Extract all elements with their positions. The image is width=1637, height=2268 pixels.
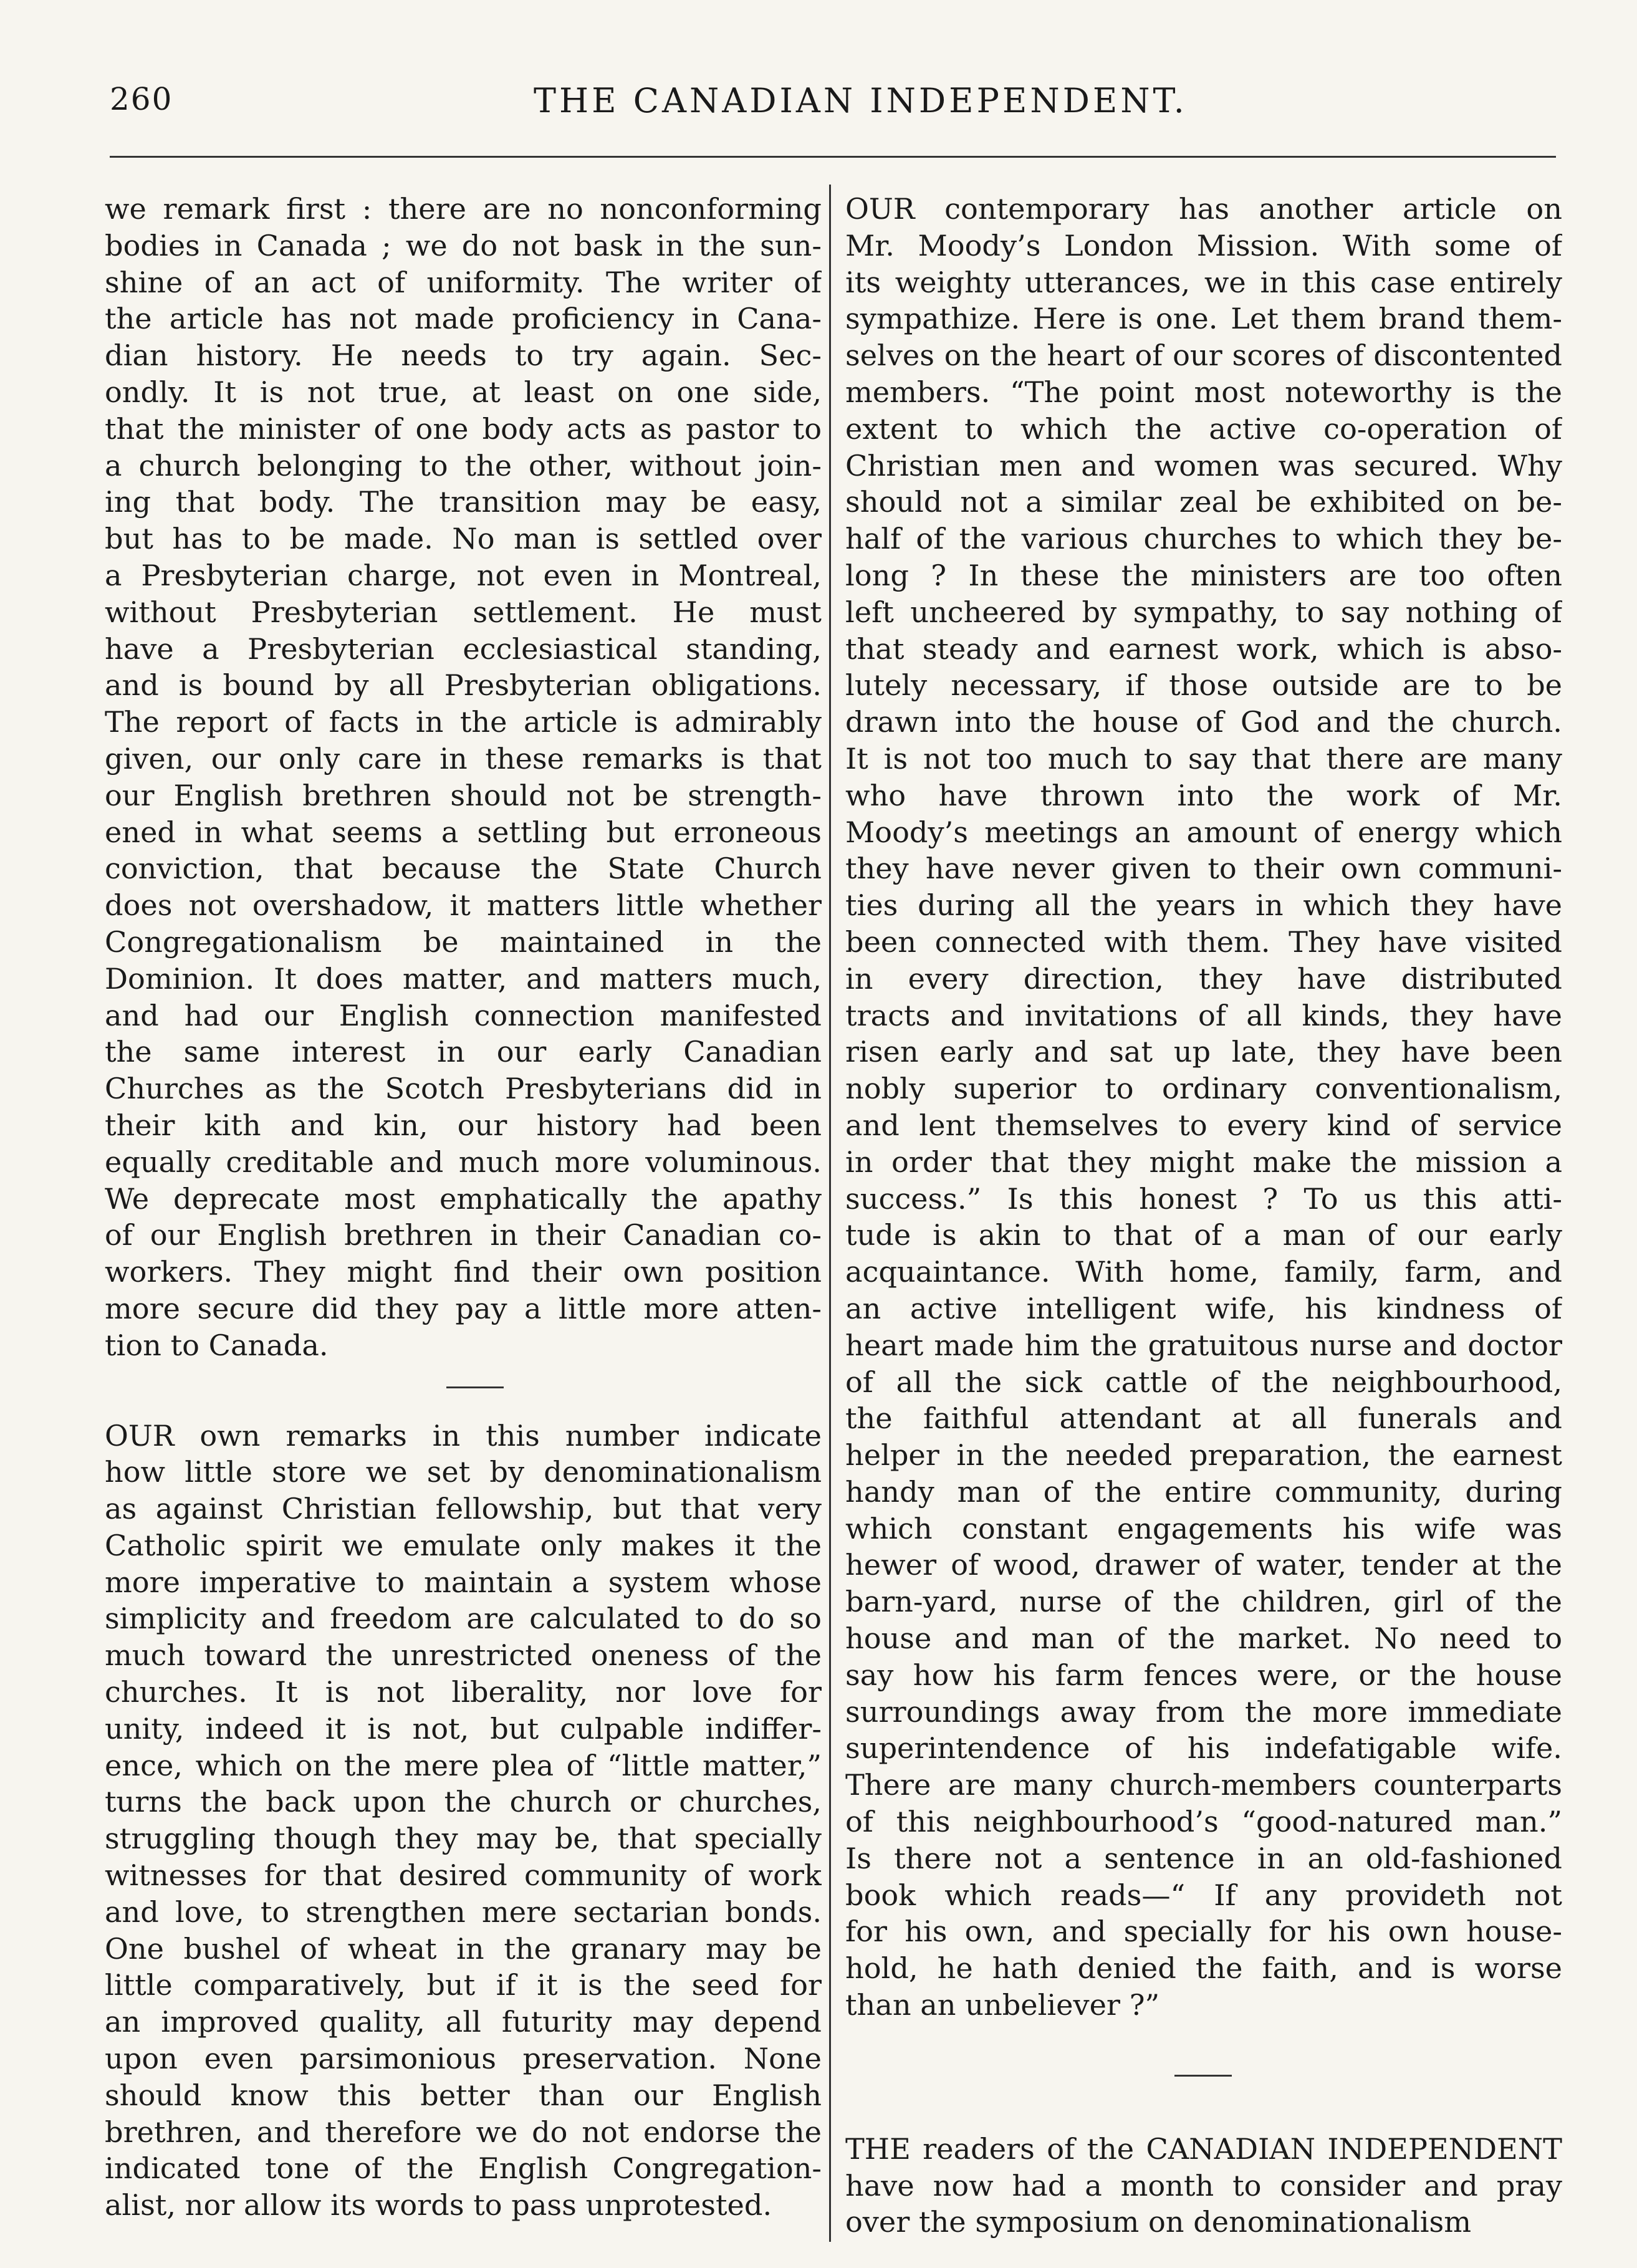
text-line: Christian men and women was secured. Why <box>845 448 1562 483</box>
text-line: over the symposium on denominationalism <box>845 2205 1471 2239</box>
text-line: and is bound by all Presbyterian obligations. <box>105 668 822 703</box>
text-line: of our English brethren in their Canadian co- <box>105 1218 822 1252</box>
text-line: but has to be made. No man is settled over <box>105 522 822 556</box>
right-section-gap <box>845 2024 1562 2131</box>
text-line: indicated tone of the English Congregation- <box>105 2151 822 2186</box>
text-line: Churches as the Scotch Presbyterians did in <box>105 1072 822 1106</box>
text-line: in order that they might make the mission a <box>845 1145 1562 1179</box>
text-line: OUR contemporary has another article on <box>845 192 1562 226</box>
text-line: book which reads—“ If any provideth not <box>845 1878 1562 1912</box>
text-line: should not a similar zeal be exhibited on be- <box>845 485 1562 519</box>
text-line: without Presbyterian settlement. He must <box>105 595 822 629</box>
text-line: Catholic spirit we emulate only makes it the <box>105 1528 822 1562</box>
text-line: barn-yard, nurse of the children, girl of the <box>845 1585 1562 1619</box>
text-line: of all the sick cattle of the neighbourhood, <box>845 1365 1562 1399</box>
text-line: of this neighbourhood’s “good-natured man.” <box>845 1805 1562 1839</box>
text-line: simplicity and freedom are calculated to do so <box>105 1602 822 1636</box>
section-separator <box>446 1386 504 1388</box>
text-line: lutely necessary, if those outside are to be <box>845 668 1562 703</box>
text-line: how little store we set by denominationalism <box>105 1455 822 1489</box>
text-line: nobly superior to ordinary conventionalism, <box>845 1072 1562 1106</box>
text-line: brethren, and therefore we do not endorse the <box>105 2115 822 2149</box>
text-line: does not overshadow, it matters little whether <box>105 888 822 923</box>
text-line: bodies in Canada ; we do not bask in the sun- <box>105 228 822 262</box>
text-line: they have never given to their own communi- <box>845 852 1562 886</box>
text-line: upon even parsimonious preservation. None <box>105 2042 822 2076</box>
text-line: and lent themselves to every kind of service <box>845 1108 1562 1142</box>
text-line: an active intelligent wife, his kindness of <box>845 1291 1562 1325</box>
text-line: Dominion. It does matter, and matters much, <box>105 961 822 996</box>
text-line: have now had a month to consider and pray <box>845 2168 1562 2203</box>
text-line: members. “The point most noteworthy is the <box>845 375 1562 409</box>
text-line: their kith and kin, our history had been <box>105 1108 822 1142</box>
right-paragraph-1 <box>845 191 1562 2024</box>
text-line: heart made him the gratuitous nurse and doctor <box>845 1328 1562 1362</box>
text-line: we remark first : there are no nonconforming <box>105 192 822 226</box>
text-line: hewer of wood, drawer of water, tender at the <box>845 1548 1562 1582</box>
text-line: selves on the heart of our scores of discontented <box>845 339 1562 373</box>
right-column <box>845 191 1562 2241</box>
text-line: half of the various churches to which they be- <box>845 522 1562 556</box>
text-line: a church belonging to the other, without join- <box>105 448 822 483</box>
text-line: tion to Canada. <box>105 1328 329 1362</box>
text-line: drawn into the house of God and the church. <box>845 705 1562 739</box>
text-line: ence, which on the mere plea of “little matter,” <box>105 1748 822 1782</box>
section-separator <box>1174 2075 1232 2077</box>
text-line: who have thrown into the work of Mr. <box>845 778 1562 812</box>
left-paragraph-1 <box>105 191 822 1364</box>
text-line: an improved quality, all futurity may depend <box>105 2005 822 2039</box>
text-line: ondly. It is not true, at least on one side, <box>105 375 822 409</box>
text-line: One bushel of wheat in the granary may be <box>105 1931 822 1966</box>
text-line: witnesses for that desired community of work <box>105 1858 822 1893</box>
text-line: We deprecate most emphatically the apathy <box>105 1181 822 1216</box>
text-line: our English brethren should not be strength- <box>105 778 822 812</box>
text-line: in every direction, they have distributed <box>845 961 1562 996</box>
text-line: struggling though they may be, that specially <box>105 1822 822 1856</box>
page-header <box>110 81 1575 137</box>
text-line: helper in the needed preparation, the earnest <box>845 1438 1562 1473</box>
text-line: equally creditable and much more voluminous. <box>105 1145 822 1179</box>
text-line: tude is akin to that of a man of our early <box>845 1218 1562 1252</box>
text-line: shine of an act of uniformity. The writer of <box>105 265 822 299</box>
text-line: the same interest in our early Canadian <box>105 1035 822 1069</box>
text-line: been connected with them. They have visited <box>845 925 1562 959</box>
text-line: much toward the unrestricted oneness of the <box>105 1638 822 1673</box>
text-line: handy man of the entire community, during <box>845 1474 1562 1509</box>
text-line: The report of facts in the article is admirably <box>105 705 822 739</box>
text-line: ties during all the years in which they have <box>845 888 1562 923</box>
text-line: a Presbyterian charge, not even in Montreal, <box>105 558 822 592</box>
text-line: alist, nor allow its words to pass unprotested. <box>105 2188 772 2222</box>
header-rule <box>110 156 1556 158</box>
text-line: given, our only care in these remarks is that <box>105 741 822 776</box>
text-line: superintendence of his indefatigable wife. <box>845 1731 1562 1766</box>
text-line: OUR own remarks in this number indicate <box>105 1418 822 1453</box>
text-line: more imperative to maintain a system whose <box>105 1565 822 1599</box>
right-paragraph-2 <box>845 2131 1562 2241</box>
text-line: dian history. He needs to try again. Sec- <box>105 339 822 373</box>
text-line: ing that body. The transition may be easy, <box>105 485 822 519</box>
text-line: success.” Is this honest ? To us this atti- <box>845 1181 1562 1216</box>
text-line: Is there not a sentence in an old-fashioned <box>845 1841 1562 1875</box>
text-line: than an unbeliever ?” <box>845 1988 1160 2022</box>
text-line: hold, he hath denied the faith, and is worse <box>845 1951 1562 1986</box>
text-line: There are many church-members counterparts <box>845 1768 1562 1802</box>
text-line: as against Christian fellowship, but that very <box>105 1492 822 1526</box>
text-line: Congregationalism be maintained in the <box>105 925 822 959</box>
left-paragraph-2 <box>105 1418 822 2224</box>
text-line: which constant engagements his wife was <box>845 1511 1562 1545</box>
text-line: left uncheered by sympathy, to say nothing of <box>845 595 1562 629</box>
text-line: its weighty utterances, we in this case entirely <box>845 265 1562 299</box>
text-line: Mr. Moody’s London Mission. With some of <box>845 228 1562 262</box>
text-line: churches. It is not liberality, nor love for <box>105 1675 822 1709</box>
left-section-gap <box>105 1364 822 1418</box>
text-line: that the minister of one body acts as pastor to <box>105 411 822 446</box>
text-line: unity, indeed it is not, but culpable indiffer- <box>105 1711 822 1746</box>
page-number: 260 <box>110 81 173 117</box>
text-line: workers. They might find their own position <box>105 1255 822 1289</box>
text-line: more secure did they pay a little more atten- <box>105 1291 822 1325</box>
text-line: sympathize. Here is one. Let them brand them- <box>845 302 1562 336</box>
text-line: the faithful attendant at all funerals and <box>845 1401 1562 1436</box>
text-line: that steady and earnest work, which is abso- <box>845 632 1562 666</box>
text-line: Moody’s meetings an amount of energy which <box>845 815 1562 849</box>
text-line: ened in what seems a settling but erroneous <box>105 815 822 849</box>
text-line: risen early and sat up late, they have been <box>845 1035 1562 1069</box>
text-line: surroundings away from the more immediate <box>845 1694 1562 1729</box>
text-line: and had our English connection manifested <box>105 998 822 1032</box>
text-line: conviction, that because the State Church <box>105 852 822 886</box>
text-line: acquaintance. With home, family, farm, and <box>845 1255 1562 1289</box>
text-line: house and man of the market. No need to <box>845 1622 1562 1656</box>
text-line: THE readers of the CANADIAN INDEPENDENT <box>845 2131 1562 2166</box>
text-line: should know this better than our English <box>105 2078 822 2112</box>
text-line: and love, to strengthen mere sectarian bonds. <box>105 1895 822 1929</box>
text-line: turns the back upon the church or churches, <box>105 1785 822 1819</box>
text-line: say how his farm fences were, or the house <box>845 1658 1562 1692</box>
running-title: THE CANADIAN INDEPENDENT. <box>534 81 1188 120</box>
text-line: tracts and invitations of all kinds, they have <box>845 998 1562 1032</box>
left-column <box>105 191 822 2224</box>
text-line: little comparatively, but if it is the seed for <box>105 1968 822 2002</box>
text-line: have a Presbyterian ecclesiastical standing, <box>105 632 822 666</box>
column-divider <box>829 185 831 2242</box>
text-line: the article has not made proficiency in Cana- <box>105 302 822 336</box>
text-line: long ? In these the ministers are too often <box>845 558 1562 592</box>
text-line: for his own, and specially for his own house- <box>845 1915 1562 1949</box>
text-line: It is not too much to say that there are many <box>845 741 1562 776</box>
text-line: extent to which the active co-operation of <box>845 411 1562 446</box>
